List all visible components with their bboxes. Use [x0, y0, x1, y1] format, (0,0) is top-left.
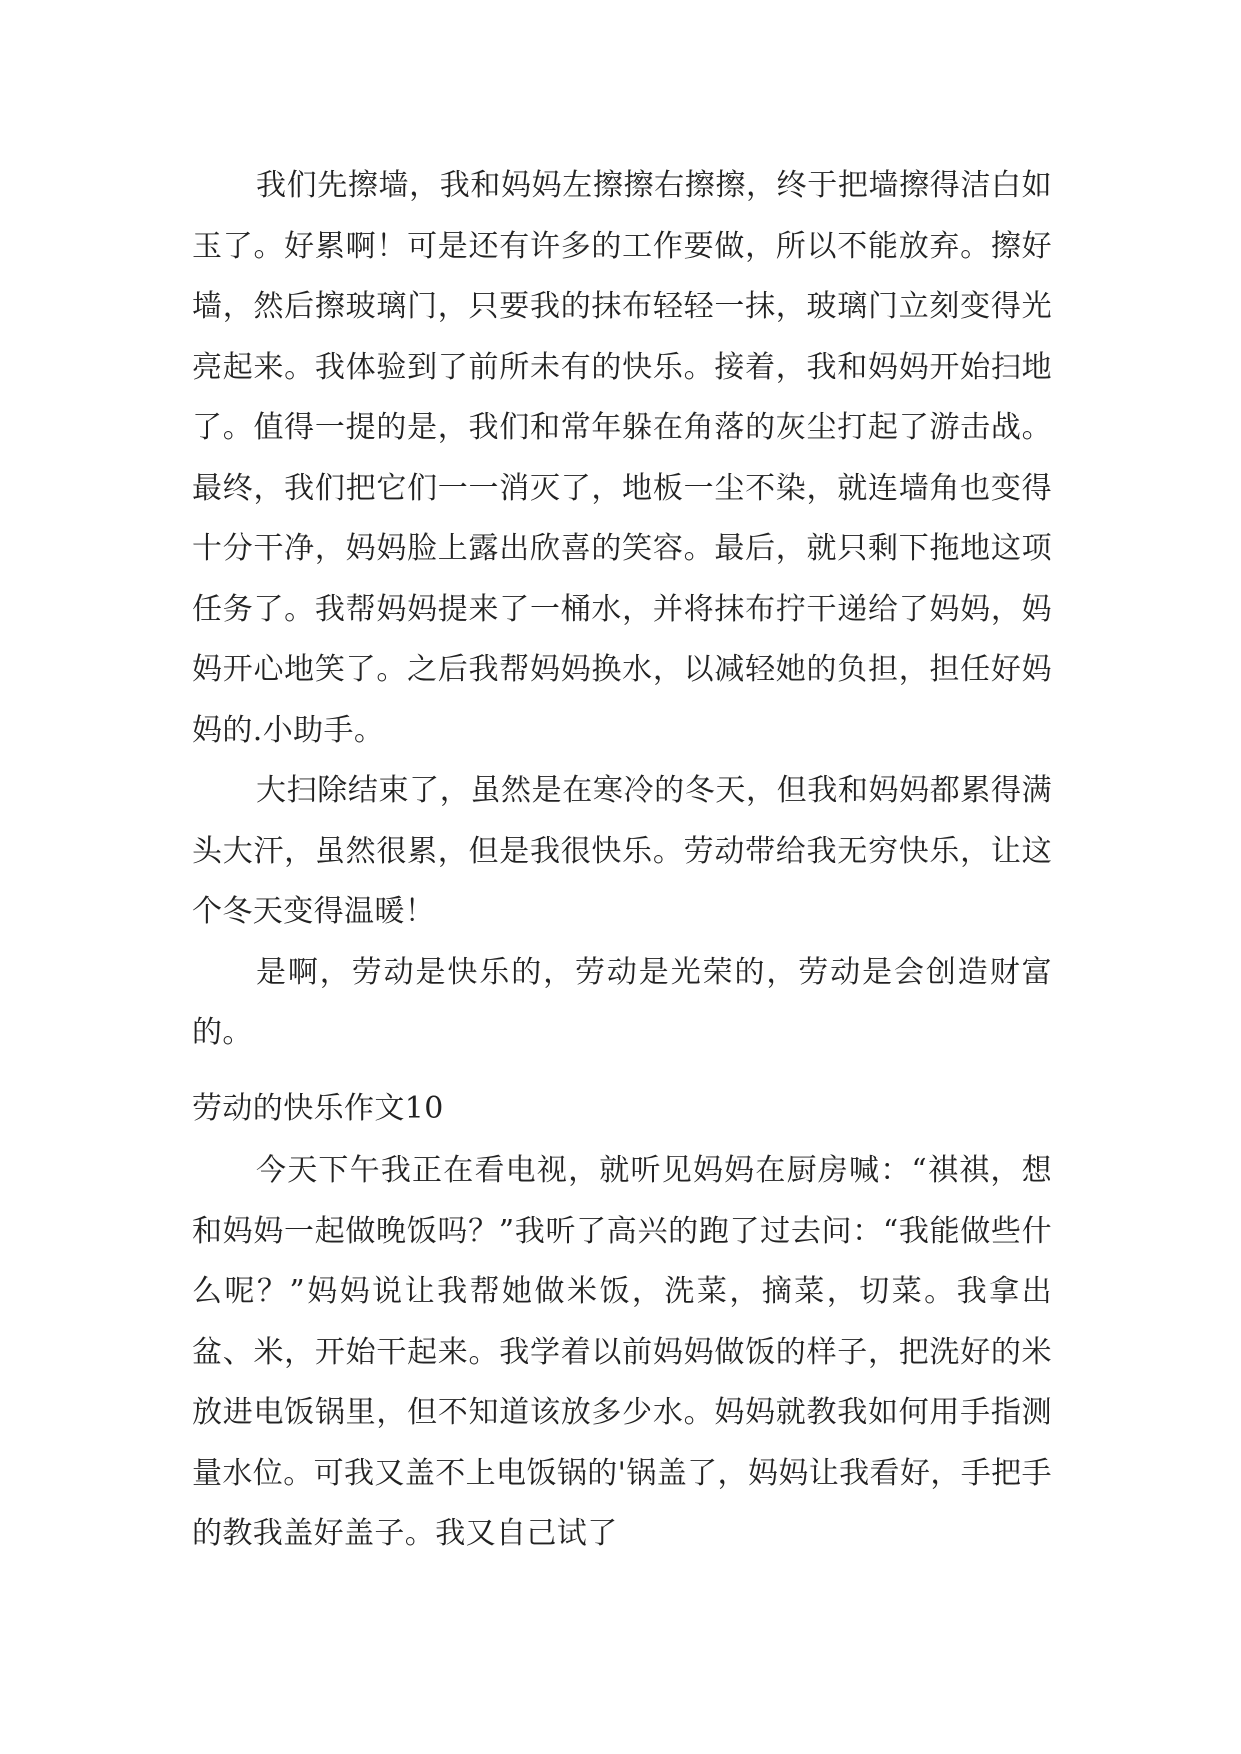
paragraph-cleaning-end: 大扫除结束了，虽然是在寒冷的冬天，但我和妈妈都累得满头大汗，虽然很累，但是我很快乐。劳动带给我无穷快乐，让这个冬天变得温暖！ — [192, 773, 1052, 929]
paragraph-cooking: 今天下午我正在看电视，就听见妈妈在厨房喊：“祺祺，想和妈妈一起做晚饭吗？”我听了高兴的跑了过去问：“我能做些什么呢？”妈妈说让我帮她做米饭，洗菜，摘菜，切菜。我拿出盆、米，开始干起来。我学着以前妈妈做饭的样子，把洗好的米放进电饭锅里，但不知道该放多少水。妈妈就教我如何用手指测量水位。可我又盖不上电饭锅的'锅盖了，妈妈让我看好，手把手的教我盖好盖子。我又自己试了 — [192, 1153, 1052, 1551]
essay-title: 劳动的快乐作文10 — [192, 1091, 444, 1126]
essay-section-10 — [192, 1141, 1052, 1565]
paragraph-cleaning: 我们先擦墙，我和妈妈左擦擦右擦擦，终于把墙擦得洁白如玉了。好累啊！可是还有许多的工作要做，所以不能放弃。擦好墙，然后擦玻璃门，只要我的抹布轻轻一抹，玻璃门立刻变得光亮起来。我体验到了前所未有的快乐。接着，我和妈妈开始扫地了。值得一提的是，我们和常年躲在角落的灰尘打起了游击战。最终，我们把它们一一消灭了，地板一尘不染，就连墙角也变得十分干净，妈妈脸上露出欣喜的笑容。最后，就只剩下拖地这项任务了。我帮妈妈提来了一桶水，并将抹布拧干递给了妈妈，妈妈开心地笑了。之后我帮妈妈换水，以减轻她的负担，担任好妈妈的.小助手。 — [192, 168, 1052, 748]
paragraph-conclusion: 是啊，劳动是快乐的，劳动是光荣的，劳动是会创造财富的。 — [192, 954, 1052, 1050]
essay-section-previous — [192, 156, 1052, 1064]
